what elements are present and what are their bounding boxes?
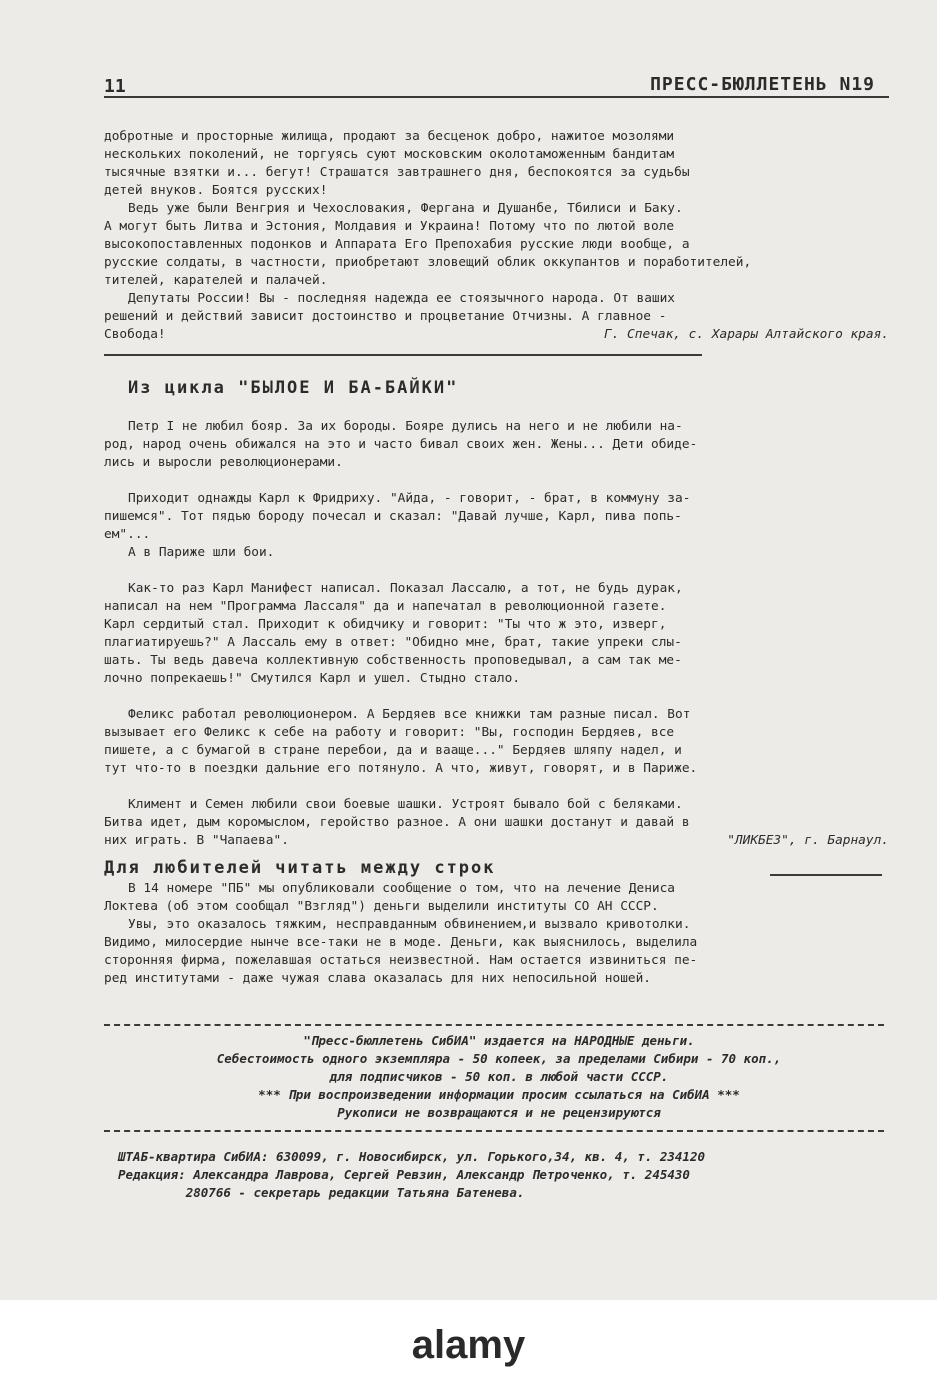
text-line: русские солдаты, в частности, приобретают зловещий облик оккупантов и поработителей, (104, 255, 752, 270)
footer-address-line: ШТАБ-квартира СибИА: 630099, г. Новосибирск, ул. Горького,34, кв. 4, т. 234120 (118, 1149, 705, 1164)
text-line: Увы, это оказалось тяжким, несправданным обвинением,и вызвало кривотолки. (128, 917, 691, 932)
footer-editors-line: Редакция: Александра Лаврова, Сергей Ревзин, Александр Петроченко, т. 245430 (118, 1167, 690, 1182)
section-title-underline (770, 874, 882, 876)
footer-notice-line: *** При воспроизведении информации просим ссылаться на СибИА *** (258, 1087, 740, 1102)
closing-word: Свобода! (104, 327, 166, 342)
text-line: А в Париже шли бои. (128, 545, 275, 560)
text-line: Феликс работал революционером. А Бердяев все книжки там разные писал. Вот (128, 707, 691, 722)
newsletter-title: ПРЕСС-БЮЛЛЕТЕНЬ N19 (650, 74, 875, 95)
text-line: добротные и просторные жилища, продают за бесценок добро, нажитое мозолями (104, 129, 675, 144)
section-closing-line (104, 832, 889, 849)
header-rule (104, 96, 889, 98)
text-line: Климент и Семен любили свои боевые шашки. Устроят бывало бой с беляками. (128, 797, 683, 812)
stock-watermark-bar (0, 1300, 937, 1390)
text-line: нескольких поколений, не торгуясь суют московским околотаможенным бандитам (104, 147, 675, 162)
text-line: плагиатируешь?" А Лассаль ему в ответ: "Обидно мне, брат, такие упреки слы- (104, 635, 682, 650)
text-line: А могут быть Литва и Эстония, Молдавия и Украина! Потому что по лютой воле (104, 219, 675, 234)
text-line: Ведь уже были Венгрия и Чехословакия, Фергана и Душанбе, Тбилиси и Баку. (128, 201, 683, 216)
text-line: ем"... (104, 527, 151, 542)
text-line: Петр I не любил бояр. За их бороды. Бояре дулись на него и не любили на- (128, 419, 683, 434)
text-line: решений и действий зависит достоинство и процветание Отчизны. А главное - (104, 309, 667, 324)
text-line: пишете, а с бумагой в стране перебои, да и вааще..." Бердяев шляпу надел, и (104, 743, 682, 758)
text-line: тителей, карателей и палачей. (104, 273, 328, 288)
footer-notice-line: Рукописи не возвращаются и не рецензируются (337, 1105, 661, 1120)
footer-secretary-line: 280766 - секретарь редакции Татьяна Батенева. (118, 1185, 525, 1200)
text-line: Депутаты России! Вы - последняя надежда ее стоязычного народа. От ваших (128, 291, 676, 306)
text-line: тут что-то в поездки дальние его потянуло. А что, живут, говорят, и в Париже. (104, 761, 698, 776)
text-line: Локтева (об этом сообщал "Взгляд") деньги выделили институты СО АН СССР. (104, 899, 659, 914)
section-title-between-lines: Для любителей читать между строк (104, 858, 496, 878)
watermark-logo: alamy (411, 1322, 526, 1367)
text-line: род, народ очень обижался на это и часто бивал своих жен. Жены... Дети обиде- (104, 437, 698, 452)
section-divider (104, 354, 702, 356)
text-line: лочно попрекаешь!" Смутился Карл и ушел. Стыдно стало. (104, 671, 521, 686)
closing-text: них играть. В "Чапаева". (104, 833, 289, 848)
footer-dashed-rule (104, 1130, 884, 1132)
footer-dashed-rule (104, 1024, 884, 1026)
author-signature: Г. Спечак, с. Харары Алтайского края. (603, 327, 889, 342)
footer-notice-line: "Пресс-бюллетень СибИА" издается на НАРОДНЫЕ деньги. (303, 1033, 695, 1048)
text-line: ред институтами - даже чужая слава оказалась для них непосильной ношей. (104, 971, 652, 986)
text-line: высокопоставленных подонков и Аппарата Его Препохабия русские люди вообще, а (104, 237, 690, 252)
text-line: лись и выросли революционерами. (104, 455, 343, 470)
text-line: Карл сердитый стал. Приходит к обидчику и говорит: "Ты что ж это, изверг, (104, 617, 667, 632)
text-line: Битва идет, дым коромыслом, геройство разное. А они шашки достанут и давай в (104, 815, 690, 830)
text-line: В 14 номере "ПБ" мы опубликовали сообщение о том, что на лечение Дениса (128, 881, 676, 896)
text-line: Приходит однажды Карл к Фридриху. "Айда, - говорит, - брат, в коммуну за- (128, 491, 691, 506)
footer-notice-line: для подписчиков - 50 коп. в любой части СССР. (329, 1069, 669, 1084)
text-line: пишемся". Тот пядью бороду почесал и сказал: "Давай лучше, Карл, пива попь- (104, 509, 682, 524)
text-line: написал на нем "Программа Лассаля" да и напечатал в революционной газете. (104, 599, 667, 614)
text-line: Видимо, милосердие нынче все-таки не в моде. Деньги, как выяснилось, выделила (104, 935, 698, 950)
text-line: вызывает его Феликс к себе на работу и говорит: "Вы, господин Бердяев, все (104, 725, 675, 740)
footer-notice-line: Себестоимость одного экземпляра - 50 копеек, за пределами Сибири - 70 коп., (216, 1051, 782, 1066)
page-number: 11 (104, 76, 126, 97)
text-line: сторонняя фирма, пожелавшая остаться неизвестной. Нам остается извиниться пе- (104, 953, 698, 968)
source-signature: "ЛИКБЕЗ", г. Барнаул. (727, 833, 889, 848)
text-line: детей внуков. Боятся русских! (104, 183, 328, 198)
text-line: Как-то раз Карл Манифест написал. Показал Лассалю, а тот, не будь дурак, (128, 581, 683, 596)
intro-closing-line (104, 326, 889, 343)
text-line: шать. Ты ведь давеча коллективную собственность проповедывал, а сам так ме- (104, 653, 682, 668)
section-title-byloe: Из цикла "БЫЛОЕ И БА-БАЙКИ" (128, 378, 459, 398)
text-line: тысячные взятки и... бегут! Страшатся завтрашнего дня, беспокоятся за судьбы (104, 165, 690, 180)
